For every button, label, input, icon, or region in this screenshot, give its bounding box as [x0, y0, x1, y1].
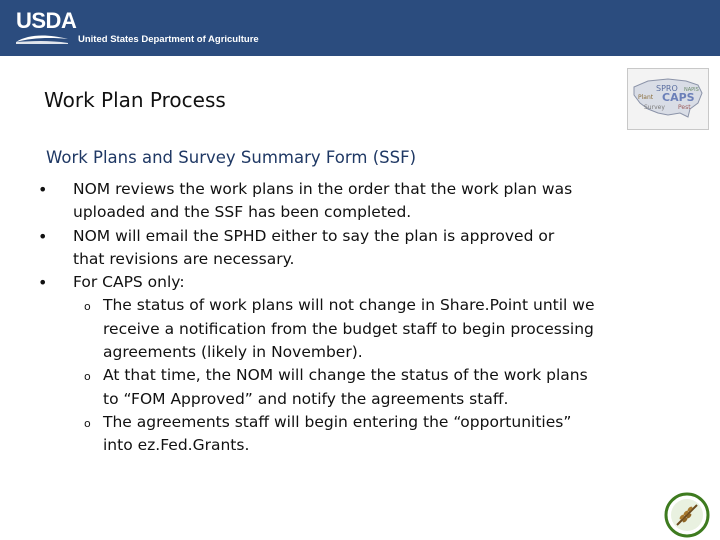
subtitle: Work Plans and Survey Summary Form (SSF)	[46, 148, 417, 167]
department-name: United States Department of Agriculture	[78, 34, 259, 45]
usda-swoosh-icon	[15, 32, 69, 44]
bullet-marker: •	[38, 180, 48, 199]
sub-bullet-item	[0, 294, 720, 364]
bullet-list	[0, 178, 720, 458]
bullet-item	[0, 271, 720, 294]
sub-bullet-line: The agreements staff will begin entering the “opportunities”	[103, 412, 572, 431]
sub-bullet-marker: o	[84, 370, 91, 384]
svg-text:Pest: Pest	[678, 104, 691, 111]
sub-bullet-marker: o	[84, 416, 91, 430]
sub-bullet-line: The status of work plans will not change in Share.Point until we	[103, 296, 595, 315]
bullet-line: uploaded and the SSF has been completed.	[73, 203, 412, 222]
bullet-line: NOM will email the SPHD either to say the plan is approved or	[73, 226, 555, 245]
bullet-line: For CAPS only:	[73, 273, 185, 292]
sub-bullet-marker: o	[84, 300, 91, 314]
svg-text:Survey: Survey	[644, 104, 665, 111]
usda-logo: USDA	[16, 8, 77, 33]
svg-text:Plant: Plant	[638, 94, 654, 101]
us-map-word-cloud-icon	[627, 68, 709, 130]
svg-text:CAPS: CAPS	[662, 91, 695, 104]
bullet-marker: •	[38, 273, 48, 293]
sub-bullet-line: to “FOM Approved” and notify the agreements staff.	[103, 389, 509, 408]
page-title: Work Plan Process	[44, 88, 226, 112]
svg-text:SPRO: SPRO	[656, 84, 678, 93]
bullet-item	[0, 178, 720, 225]
sub-bullet-item	[0, 364, 720, 411]
bullet-line: NOM reviews the work plans in the order that the work plan was	[73, 180, 573, 198]
bullet-item	[0, 225, 720, 272]
sub-bullet-line: receive a notification from the budget staff to begin processing	[103, 319, 594, 338]
bullet-marker: •	[38, 226, 48, 246]
sub-bullet-line: into ez.Fed.Grants.	[103, 436, 250, 455]
bullet-line: that revisions are necessary.	[73, 249, 295, 268]
sub-bullet-item	[0, 411, 720, 458]
sub-bullet-line: agreements (likely in November).	[103, 343, 363, 362]
svg-text:NAPIS: NAPIS	[684, 87, 699, 93]
wheat-emblem-icon	[664, 492, 710, 538]
header-bar	[0, 0, 720, 56]
sub-bullet-line: At that time, the NOM will change the status of the work plans	[103, 366, 588, 385]
